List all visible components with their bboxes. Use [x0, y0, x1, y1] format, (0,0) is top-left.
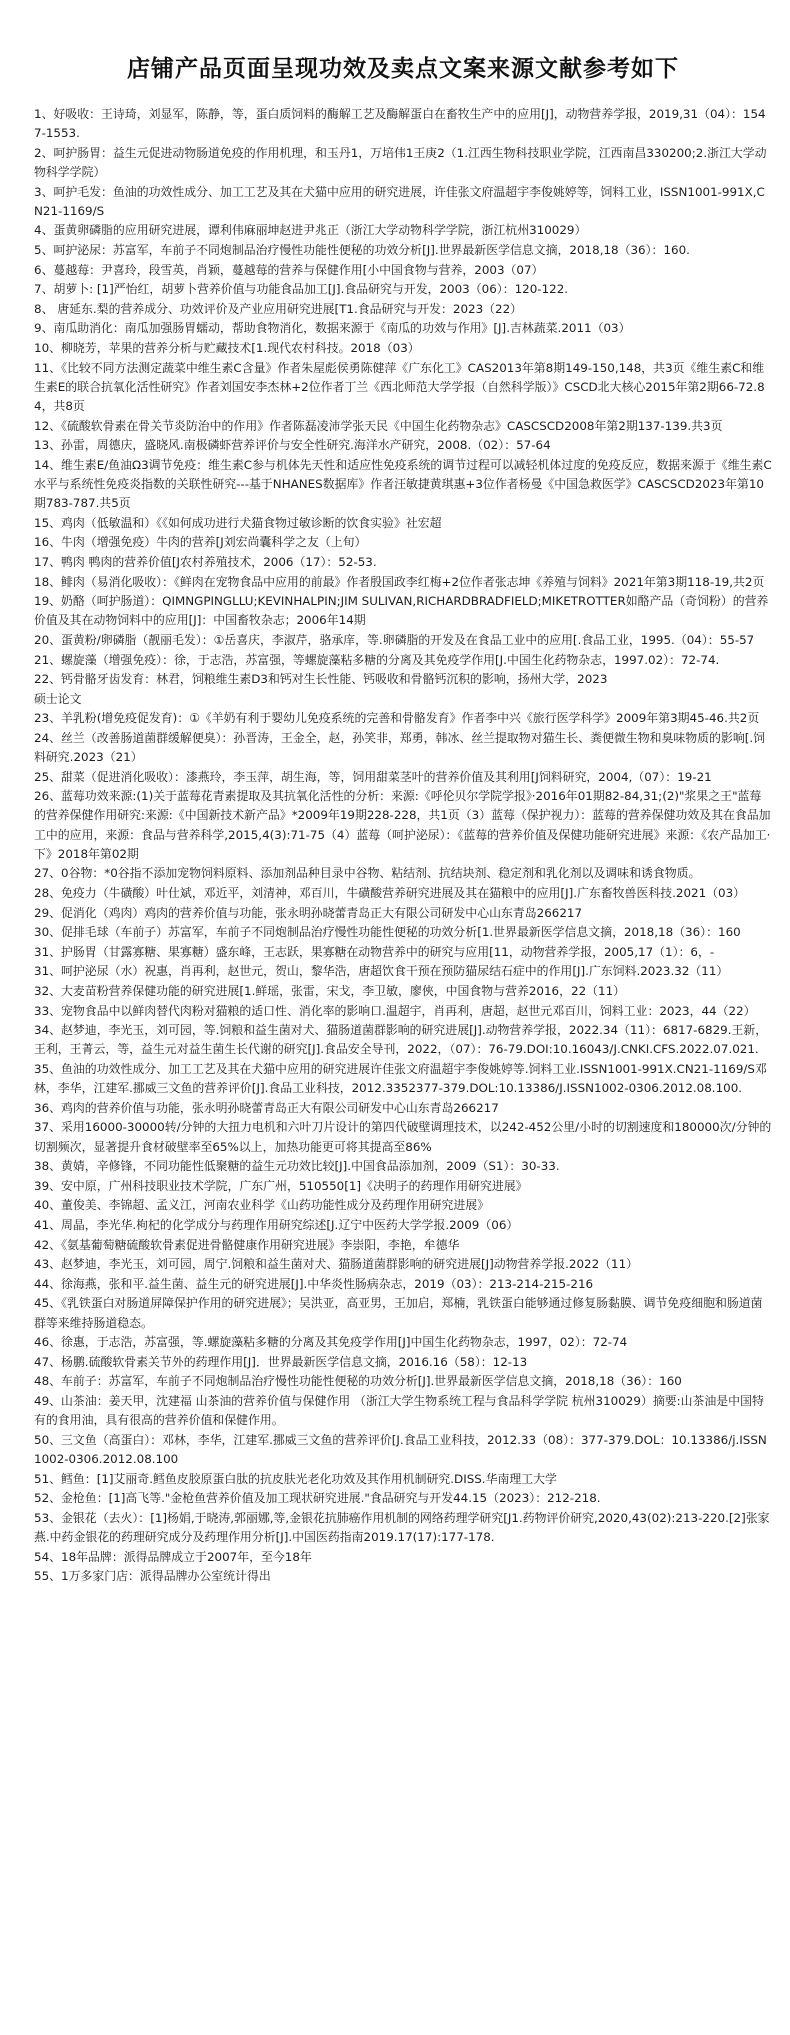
- reference-item: 27、0谷物：*0谷指不添加宠物饲料原料、添加剂品种目录中谷物、粘结剂、抗结块剂、稳定剂和乳化剂以及调味和诱食物质。: [34, 866, 701, 881]
- reference-item: 1、好吸收：王诗琦，刘显军，陈静，等，蛋白质饲料的酶解工艺及酶解蛋白在畜牧生产中的应用[J]，动物营养学报，2019,31（04）：1547-1553.: [34, 107, 766, 141]
- reference-item: 55、1万多家门店：派得品牌办公室统计得出: [34, 1569, 271, 1584]
- reference-item: 25、甜菜（促进消化吸收）：漆燕玲，李玉萍，胡生海，等，饲用甜菜茎叶的营养价值及其利用[J饲料研究，2004,（07）：19-21: [34, 769, 712, 784]
- reference-item: 16、牛肉（增强免疫）牛肉的营养[J刘宏尚囊科学之友（上旬）: [34, 535, 367, 550]
- reference-item: 24、丝兰（改善肠道菌群缓解便臭）：孙晋涛，王金全，赵，孙笑非，郑勇，韩冰、丝兰提取物对猫生长、粪便微生物和臭味物质的影响[.饲料研究.2023（21）: [34, 730, 766, 765]
- reference-item: 49、山茶油：姜天甲，沈建福 山茶油的营养价值与保健作用 （浙江大学生物系统工程与食品科学学院 杭州310029）摘要:山茶油是中国特有的食用油，具有很高的营养价值和保健作用。: [34, 1393, 764, 1428]
- reference-item: 35、鱼油的功效性成分、加工工艺及其在犬猫中应用的研究进展许佳张文府温超宇李俊姚婷等.饲料工业.ISSN1001-991X.CN21-1169/S邓林，李华，江建军.挪威三文鱼的营养评价[J].食品工业科技，2012.3352377-379.DOL:10.13386/J.ISSN1002-0306.2012.08.100.: [34, 1062, 767, 1096]
- reference-item: 10、柳晓芳，苹果的营养分析与贮藏技术[1.现代农村科技。2018（03）: [34, 340, 420, 355]
- page-title: 店铺产品页面呈现功效及卖点文案来源文献参考如下: [127, 56, 679, 82]
- reference-item: 23、羊乳粉(增免疫促发育)：①《羊奶有利于婴幼儿免疫系统的完善和骨骼发育》作者李中兴《旅行医学科学》2009年第3期45-46.共2页: [34, 711, 760, 726]
- reference-item: 9、南瓜助消化：南瓜加强肠胃蠕动，帮助食物消化，数据来源于《南瓜的功效与作用》[J].吉林蔬菜.2011（03）: [34, 321, 631, 336]
- reference-item: 26、蓝莓功效来源:(1)关于蓝莓花青素提取及其抗氧化活性的分析：来源:《呼伦贝尔学院学报》·2016年01期82-84,31;(2)"浆果之王"蓝莓的营养保健作用研究:来源:《中国新技术新产品》*2009年19期228-228，共1页（3）蓝莓（保护视力）：蓝莓的营养保健功效及其在食品加工中的应用，来源：食品与营养科学,2015,4(3):71-75（4）蓝莓（呵护泌尿）：《蓝莓的营养价值及保健功能研究进展》来源：《农产品加工·下》2018年第02期: [34, 789, 771, 861]
- reference-item: 18、鲱肉（易消化吸收）：《鲜肉在宠物食品中应用的前最》作者殷国政李红梅+2位作者张志坤《养殖与饲料》2021年第3期118-19,共2页: [34, 574, 765, 589]
- reference-item: 42、《氨基葡萄糖硫酸软骨素促进骨骼健康作用研究进展》李崇阳，李艳，牟德华: [34, 1237, 460, 1252]
- reference-item: 44、徐海燕，张和平.益生菌、益生元的研究进展[J].中华炎性肠病杂志，2019（03）：213-214-215-216: [34, 1276, 594, 1291]
- reference-item: 3、呵护毛发：鱼油的功效性成分、加工工艺及其在犬猫中应用的研究进展，许佳张文府温超宇李俊姚婷等，饲料工业，ISSN1001-991X,CN21-1169/S: [34, 184, 765, 218]
- reference-item: 46、徐惠，于志浩，苏富强，等.螺旋藻粘多糖的分离及其免疫学作用[J]中国生化药物杂志，1997，02）：72-74: [34, 1335, 628, 1350]
- reference-item: 37、采用16000-30000转/分钟的大扭力电机和六叶刀片设计的第四代破壁调理技术，以242-452公里/小时的切割速度和180000次/分钟的切割频次，显著提升食材破壁率至65%以上，加热功能更可将其提高至86%: [34, 1120, 772, 1154]
- reference-item: 34、赵梦迪，李光玉，刘可园，等.饲粮和益生菌对犬、猫肠道菌群影响的研究进展[J].动物营养学报，2022.34（11）：6817-6829.王新，王利，王菁云，等，益生元对益生菌生长代谢的研究[J].食品安全导刊，2022，（07）：76-79.DOI:10.16043/J.CNKI.CFS.2022.07.021.: [34, 1023, 768, 1057]
- reference-item: 15、鸡肉（低敏温和）《《如何成功进行犬猫食物过敏诊断的饮食实验》社宏超: [34, 515, 442, 530]
- reference-item: 39、安中原，广州科技职业技术学院，广东广州，510550[1]《决明子的药理作用研究进展》: [34, 1178, 528, 1193]
- reference-item: 51、鳕鱼：[1]艾丽奇.鳕鱼皮胶原蛋白肽的抗皮肤光老化功效及其作用机制研究.DISS.华南理工大学: [34, 1471, 557, 1486]
- reference-item: 5、呵护泌尿：苏富军，车前子不同炮制品治疗慢性功能性便秘的功效分析[J].世界最新医学信息文摘，2018,18（36）：160.: [34, 242, 690, 257]
- reference-item: 53、金银花（去火）：[1]杨娟,于晓涛,郭丽娜,等,金银花抗肺癌作用机制的网络药理学研究[J1.药物评价研究,2020,43(02):213-220.[2]张家燕.中药金银花的药理研究成分及药理作用分析[J].中国医药指南2019.17(17):177-178.: [34, 1510, 770, 1544]
- reference-item: 13、孙雷，周德庆，盛晓风.南极磷虾营养评价与安全性研究.海洋水产研究，2008.（02）：57-64: [34, 438, 551, 453]
- reference-item: 22、钙骨骼牙齿发育：林君，饲粮维生素D3和钙对生长性能、钙吸收和骨骼钙沉积的影响，扬州大学，2023: [34, 672, 608, 687]
- reference-item: 12、《硫酸软骨素在骨关节炎防治中的作用》作者陈磊凌沛学张天民《中国生化药物杂志》CASCSCD2008年第2期137-139.共3页: [34, 418, 723, 433]
- reference-item: 21、螺旋藻（增强免疫）：徐，于志浩，苏富强，等螺旋藻粘多糖的分离及其免疫学作用[J.中国生化药物杂志，1997.02）：72-74.: [34, 652, 720, 667]
- reference-item: 48、车前子：苏富军，车前子不同炮制品治疗慢性功能性便秘的功效分析[J].世界最新医学信息文摘，2018,18（36）：160: [34, 1374, 682, 1389]
- reference-item: 32、大麦苗粉营养保健功能的研究进展[1.鲜瑶，张雷，宋戈，李卫敏，廖俠，中国食物与营养2016，22（11）: [34, 984, 626, 999]
- reference-item: 2、呵护肠胃：益生元促进动物肠道免疫的作用机理，和玉丹1，万培伟1王庚2（1.江西生物科技职业学院，江西南昌330200;2.浙江大学动物科学学院）: [34, 145, 767, 179]
- reference-item: 45、《乳铁蛋白对肠道屏障保护作用的研究进展》；吴洪亚，高亚男，王加启，郑楠，乳铁蛋白能够通过修复肠黏膜、调节免疫细胞和肠道菌群等来维持肠道稳态。: [34, 1296, 763, 1330]
- reference-item: 17、鸭肉 鸭肉的营养价值[J农村养殖技术，2006（17）：52-53.: [34, 554, 377, 569]
- reference-item: 38、黄婧，辛修锋，不同功能性低聚糖的益生元功效比较[J].中国食品添加剂，2009（S1）：30-33.: [34, 1159, 560, 1174]
- reference-item: 19、奶酪（呵护肠道）：QIMNGPINGLLU;KEVINHALPIN;JIM SULIVAN,RICHARDBRADFIELD;MIKETROTTER如酪产品（奇饲粉）的营养价值及其在动物饲料中的应用[J]：中国畜牧杂志；2006年14期: [34, 594, 769, 628]
- reference-item: 36、鸡肉的营养价值与功能，张永明孙晓蕾青岛正大有限公司研发中心山东青岛266217: [34, 1100, 499, 1115]
- reference-item: 47、杨鹏.硫酸软骨素关节外的药理作用[J]．世界最新医学信息文摘，2016.16（58）：12-13: [34, 1354, 528, 1369]
- reference-item: 4、蛋黄卵磷脂的应用研究进展，谭利伟麻丽坤赵进尹兆正（浙江大学动物科学学院，浙江杭州310029）: [34, 223, 587, 238]
- reference-item: 20、蛋黄粉/卵磷脂（靓丽毛发）：①岳喜庆，李淑芹，骆承庠，等.卵磷脂的开发及在食品工业中的应用[.食品工业，1995.（04）：55-57: [34, 632, 755, 647]
- reference-item: 6、蔓越莓：尹喜玲，段雪英，肖颖，蔓越莓的营养与保健作用[小中国食物与营养，2003（07）: [34, 262, 544, 277]
- reference-item: 7、胡萝卜: [1]严怡红，胡萝卜营养价值与功能食品加工[J].食品研究与开发，2003（06）：120-122.: [34, 282, 569, 297]
- reference-item: 14、维生素E/鱼油Ω3调节免疫：维生素C参与机体先天性和适应性免疫系统的调节过程可以减轻机体过度的免疫反应，数据来源于《维生素C水平与系统性免疫炎指数的关联性研究---基于NHANES数据库》作者汪敏捷黄琪惠+3位作者杨曼《中国急救医学》CASCSCD2023年第10期783-787.共5页: [34, 457, 772, 511]
- reference-item: 31、呵护泌尿（水）祝惠，肖再利，赵世元，贺山，黎华浩，唐超饮食干预在预防猫尿结石症中的作用[J].广东饲料.2023.32（11）: [34, 964, 729, 979]
- reference-item: 40、董俊美、李锦超、孟义江，河南农业科学《山药功能性成分及药理作用研究进展》: [34, 1198, 490, 1213]
- reference-item: 50、三文鱼（高蛋白）：邓林，李华，江建军.挪威三文鱼的营养评价[J.食品工业科技，2012.33（08）：377-379.DOL：10.13386/j.ISSN1002-0306.2012.08.100: [34, 1432, 767, 1466]
- reference-item: 54、18年品牌：派得品牌成立于2007年，至今18年: [34, 1549, 312, 1564]
- reference-item: 52、金枪鱼：[1]高飞等."金枪鱼营养价值及加工现状研究进展."食品研究与开发44.15（2023）：212-218.: [34, 1491, 601, 1506]
- reference-item: 41、周晶，李光华.枸杞的化学成分与药理作用研究综述[J.辽宁中医药大学学报.2009（06）: [34, 1217, 519, 1232]
- reference-list: [34, 105, 772, 1586]
- reference-item: 33、宠物食品中以鲜肉替代肉粉对猫粮的适口性、消化率的影响口.温超宇，肖再利，唐超，赵世元邓百川，饲料工业：2023，44（22）: [34, 1003, 756, 1018]
- reference-item: 31、护肠胃（甘露寡糖、果寡糖）盛东峰，王志跃，果寡糖在动物营养中的研究与应用[11，动物营养学报，2005,17（1）：6，-: [34, 944, 715, 959]
- reference-item: 30、促排毛球（车前子）苏富军，车前子不同炮制品治疗慢性功能性便秘的功效分析[1.世界最新医学信息文摘，2018,18（36）：160: [34, 925, 741, 940]
- reference-item: 28、免疫力（牛磺酸）叶仕斌，邓近平，刘清神，邓百川，牛磺酸营养研究进展及其在猫粮中的应用[J].广东畜牧兽医科技.2021（03）: [34, 886, 746, 901]
- reference-item: 29、促消化（鸡肉）鸡肉的营养价值与功能，张永明孙晓蕾青岛正大有限公司研发中心山东青岛266217: [34, 905, 583, 920]
- reference-item: 硕士论文: [34, 691, 82, 706]
- reference-item: 43、赵梦迪，李光玉，刘可园，周宁.饲粮和益生菌对犬、猫肠道菌群影响的研究进展[J]动物营养学报.2022（11）: [34, 1257, 639, 1272]
- reference-item: 8、 唐延东.梨的营养成分、功效评价及产业应用研究进展[T1.食品研究与开发：2023（22）: [34, 301, 523, 316]
- reference-item: 11、《比较不同方法测定蔬菜中维生素C含量》作者朱屋彪侯勇陈健萍《广东化工》CAS2013年第8期149-150,148，共3页《维生素C和维生素E的联合抗氧化活性研究》作者刘国安李杰林+2位作者丁兰《西北师范大学学报（自然科学版）》CSCD北大核心2015年第2期66-72.84，共8页: [34, 360, 765, 413]
